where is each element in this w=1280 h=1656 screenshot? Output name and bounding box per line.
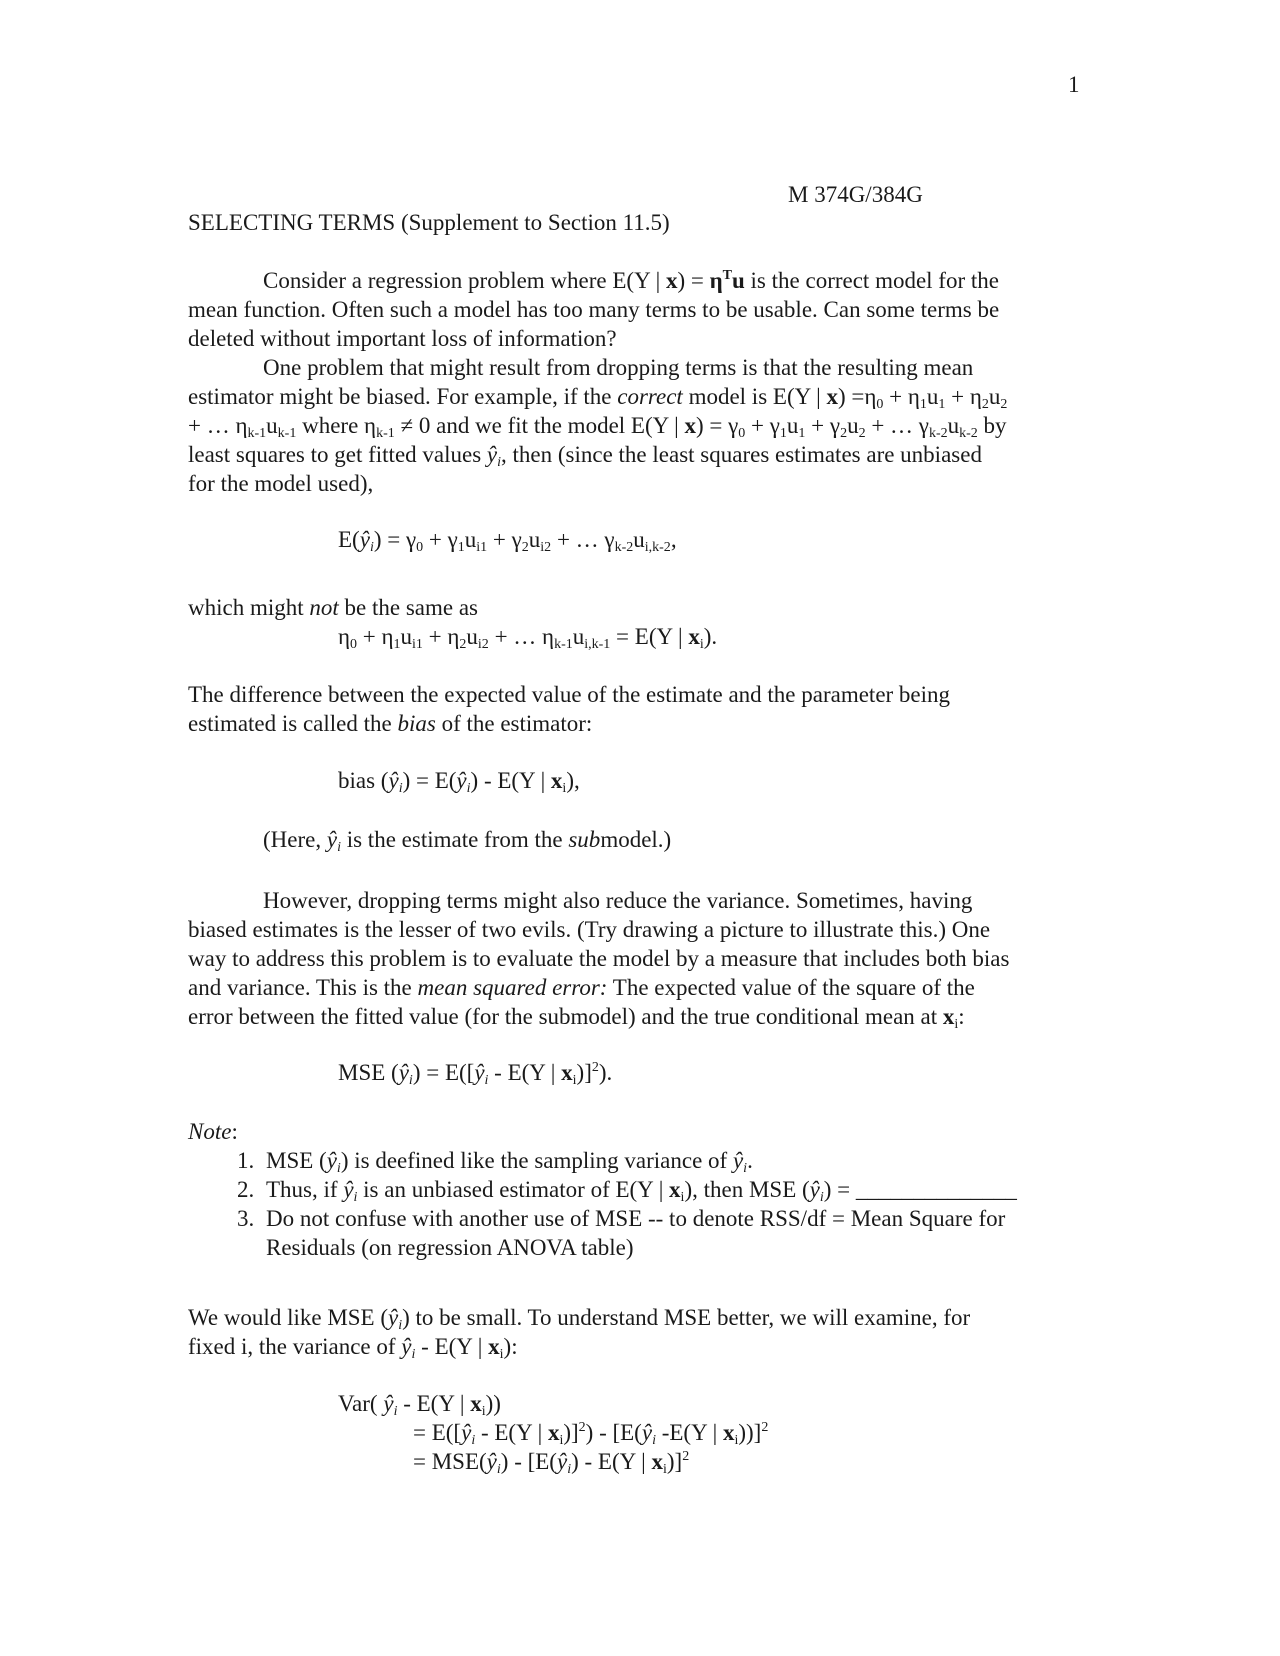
note-list bbox=[224, 1146, 1120, 1262]
para1-line1: Consider a regression problem where E(Y | $x) = \eta^Tu$ is the correct model for the bbox=[263, 268, 999, 293]
equation-true-mean: $\eta_0 + \eta_1u_{i1} + \eta_2u_{i2}$ + … $\eta_{k-1}u_{i,k-1} = E(Y$ | $x_i$). bbox=[338, 624, 718, 652]
para1-line2: mean function. Often such a model has too many terms to be usable. Can some terms be bbox=[188, 297, 1000, 322]
here-note: (Here, $ŷ_i$ is the estimate from the submodel.) bbox=[263, 827, 672, 855]
var-para-line3: way to address this problem is to evaluate the model by a measure that includes both bias bbox=[188, 946, 1010, 971]
var-para-line4: and variance. This is the mean squared error: The expected value of the square of the bbox=[188, 975, 975, 1000]
note-label: Note: bbox=[188, 1119, 238, 1144]
para2-line5: for the model used), bbox=[188, 471, 374, 496]
note-item-3: 3. Do not confuse with another use of MSE -- to denote RSS/df = Mean Square for Residuals (on regression ANOVA table) bbox=[260, 1204, 1120, 1262]
bias-para-line1: The difference between the expected value of the estimate and the parameter being bbox=[188, 682, 951, 707]
small-para-line2: fixed i, the variance of $ŷ_i - E(Y$ | $x_i$): bbox=[188, 1334, 518, 1362]
course-number: M 374G/384G bbox=[788, 182, 923, 207]
para2-line3: + … $\eta_{k-1}u_{k-1}$ where $\eta_{k-1} \ne 0$ and we fit the model E(Y | $x) = \gamma_0 + \gamma_1u_1 + \gamma_2u_2$ + … $\gamma_{k-2}u_{k-2}$ by bbox=[188, 413, 1007, 441]
para2-line1: One problem that might result from dropping terms is that the resulting mean bbox=[263, 355, 974, 380]
note-item-2: 2. Thus, if $ŷ_i$ is an unbiased estimator of E(Y | $x_i$), then MSE $(ŷ_i)$ = ______________ bbox=[260, 1175, 1120, 1204]
not-same-line: which might not be the same as bbox=[188, 595, 479, 620]
var-eq-line2: = $E([ŷ_i - E(Y$ | $x_i)]^2$) - [$E(ŷ_i$ -E(Y | $x_i))]^2$ bbox=[413, 1420, 769, 1448]
document-title: SELECTING TERMS (Supplement to Section 11.5) bbox=[188, 210, 670, 235]
small-para-line1: We would like MSE $(ŷ_i)$ to be small. To understand MSE better, we will examine, for bbox=[188, 1305, 971, 1333]
para1-line3: deleted without important loss of information? bbox=[188, 326, 617, 351]
equation-bias: bias $(ŷ_i)$ = $E(ŷ_i) - E(Y$ | $x_i$), bbox=[338, 768, 580, 796]
note-item-1: 1. MSE $(ŷ_i)$ is deefined like the sampling variance of $ŷ_i$. bbox=[260, 1146, 1120, 1175]
var-eq-line3: = $MSE(ŷ_i)$ - [$E(ŷ_i) - E(Y$ | $x_i)]^2$ bbox=[413, 1449, 690, 1477]
var-para-line1: However, dropping terms might also reduce the variance. Sometimes, having bbox=[263, 888, 973, 913]
para2-line2: estimator might be biased. For example, if the correct model is E(Y | $x) =\eta_0 + \eta_1u_1 + \eta_2u_2$ bbox=[188, 384, 1008, 412]
equation-mse: MSE $(ŷ_i)$ = $E([ŷ_i - E(Y$ | $x_i)]^2$). bbox=[338, 1060, 613, 1088]
var-eq-line1: Var( $ŷ_i - E(Y$ | $x_i$)) bbox=[338, 1391, 501, 1419]
var-para-line2: biased estimates is the lesser of two evils. (Try drawing a picture to illustrate this.) One bbox=[188, 917, 991, 942]
bias-para-line2: estimated is called the bias of the estimator: bbox=[188, 711, 593, 736]
page-number: 1 bbox=[1068, 72, 1080, 97]
equation-expected-yhat: $E(ŷ_i) = \gamma_0 + \gamma_1u_{i1} + \gamma_2u_{i2}$ + … $\gamma_{k-2}u_{i,k-2}$, bbox=[338, 527, 677, 555]
para2-line4: least squares to get fitted values $ŷ_i$, then (since the least squares estimates are unbiased bbox=[188, 442, 982, 470]
var-para-line5: error between the fitted value (for the submodel) and the true conditional mean at $x_i$: bbox=[188, 1004, 965, 1032]
